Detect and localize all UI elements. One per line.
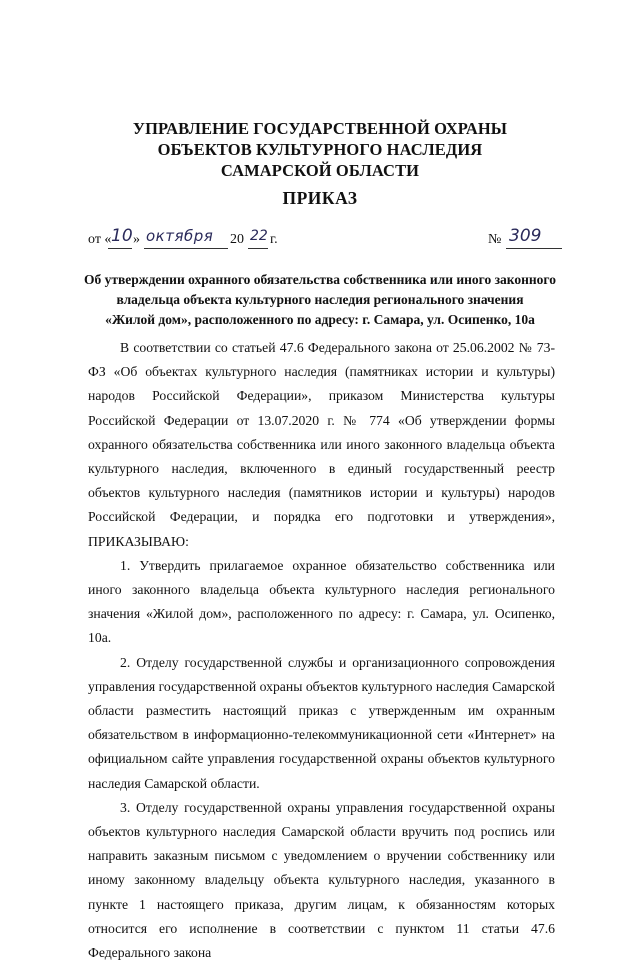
order-item-3: 3. Отделу государственной охраны управления государственной охраны объектов культурного наследия Самарской области вручить под роспись или направить заказным письмом с уведомлением о вручении собственнику или иному законному владельцу объекта культурного наследия, указанного в пункте 1 настоящего приказа, другим лицам, к обязанностям которых относится его исполнение в соответствии с пунктом 11 статьи 47.6 Федерального закона — [88, 799, 555, 961]
order-subject — [80, 270, 560, 330]
subject-line: «Жилой дом», расположенного по адресу: г. Самара, ул. Осипенко, 10а — [105, 312, 535, 327]
date-prefix: от « — [88, 232, 112, 247]
date-number-line — [88, 226, 568, 252]
order-body — [88, 336, 555, 965]
date-year-underline — [248, 248, 268, 249]
subject-line: владельца объекта культурного наследия регионального значения — [116, 292, 524, 307]
date-day-underline — [108, 248, 132, 249]
order-title: ПРИКАЗ — [282, 188, 358, 208]
number-sign: № — [488, 232, 502, 247]
handwritten-order-number: 309 — [509, 226, 542, 246]
handwritten-month: октября — [146, 227, 214, 245]
order-number-underline — [506, 248, 562, 249]
date-month-underline — [144, 248, 228, 249]
subject-line: Об утверждении охранного обязательства собственника или иного законного — [84, 272, 556, 287]
handwritten-year: 22 — [250, 228, 268, 244]
date-quote-close: » — [133, 232, 140, 247]
preamble-paragraph: В соответствии со статьей 47.6 Федерального закона от 25.06.2002 № 73-ФЗ «Об объектах культурного наследия (памятниках истории и культуры) народов Российской Федерации», приказом Министерства культуры Российской Федерации от 13.07.2020 г. № 774 «Об утверждении формы охранного обязательства собственника или иного законного владельца объекта культурного наследия, включенного в единый государственный реестр объектов культурного наследия (памятников истории и культуры) народов Российской Федерации, и порядка его подготовки и утверждения», ПРИКАЗЫВАЮ: — [88, 340, 555, 549]
agency-header-line: САМАРСКОЙ ОБЛАСТИ — [220, 161, 420, 180]
agency-header — [0, 118, 640, 181]
order-item-1: 1. Утвердить прилагаемое охранное обязательство собственника или иного законного владельца объекта культурного наследия регионального значения «Жилой дом», расположенного по адресу: г. Самара, ул. Осипенко, 10а. — [88, 557, 555, 646]
date-year-prefix: 20 — [230, 232, 244, 247]
handwritten-day: 10 — [111, 226, 133, 246]
agency-header-line: ОБЪЕКТОВ КУЛЬТУРНОГО НАСЛЕДИЯ — [157, 140, 483, 159]
agency-header-line: УПРАВЛЕНИЕ ГОСУДАРСТВЕННОЙ ОХРАНЫ — [132, 119, 508, 138]
order-item-2: 2. Отделу государственной службы и организационного сопровождения управления государственной охраны объектов культурного наследия Самарской области разместить настоящий приказ с утвержденным им охранным обязательством в информационно-телекоммуникационной сети «Интернет» на официальном сайте управления государственной охраны объектов культурного наследия Самарской области. — [88, 654, 555, 791]
date-year-suffix: г. — [270, 232, 278, 247]
